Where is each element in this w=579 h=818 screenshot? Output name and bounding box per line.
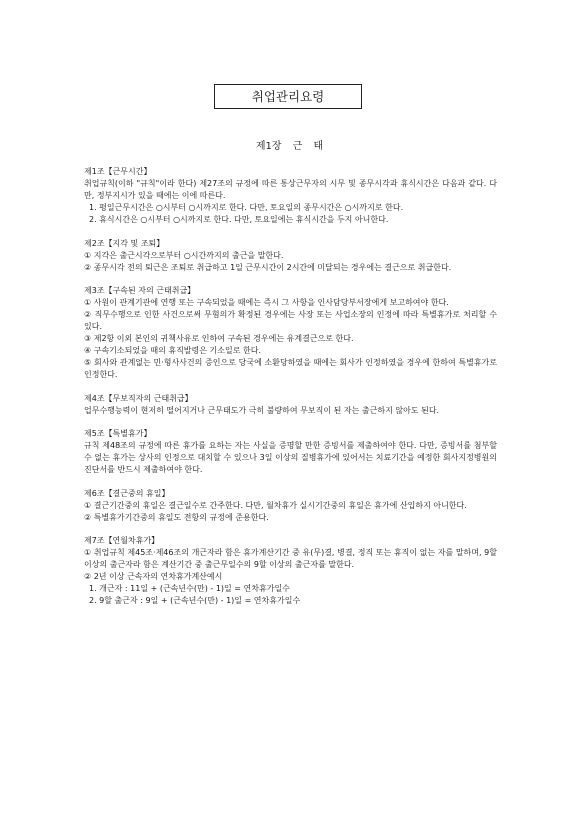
paragraph: ② 특별휴가기간중의 휴일도 전항의 규정에 준용한다.	[84, 512, 269, 522]
article-section	[84, 238, 497, 274]
paragraph: ⑤ 회사와 관계없는 민·형사사건의 증인으로 당국에 소환당하였을 때에는 회사가 인정하였을 경우에 한하여 특별휴가로 인정한다.	[84, 358, 497, 379]
article-section	[84, 393, 497, 417]
article-section	[84, 488, 497, 524]
paragraph: ③ 제2항 이외 본인의 귀책사유로 인하여 구속된 경우에는 유계결근으로 한다.	[84, 334, 354, 343]
paragraph: 규칙 제48조의 규정에 따른 휴가를 요하는 자는 사실을 증명할 만한 증빙서를 제출하여야 한다. 다만, 증빙서를 첨부할 수 없는 휴가는 상사의 인정으로 대치할 수 있으나 3일 이상의 질병휴가에 있어서는 치료기간을 예정한 회사지정병원의 진단서를 반드시 제출하여야 한다.	[84, 441, 497, 474]
article-heading: 제7조【연월차휴가】	[84, 536, 160, 545]
paragraph: ① 지각은 출근시각으로부터 ○시간까지의 출근을 말한다.	[84, 250, 284, 260]
article-heading: 제5조【특별휴가】	[84, 429, 152, 438]
paragraph: 업무수행능력이 현저히 떨어지거나 근무태도가 극히 불량하여 무보직이 된 자는 출근하지 않아도 된다.	[84, 405, 440, 415]
article-section	[84, 535, 497, 607]
article-section	[84, 166, 497, 226]
document-body	[84, 166, 497, 619]
article-heading: 제6조【결근중의 휴일】	[84, 488, 170, 498]
document-title: 취업관리요령	[214, 84, 362, 109]
article-heading: 제1조【근무시간】	[84, 167, 152, 176]
paragraph: 취업규칙(이하 "규칙"이라 한다) 제27조의 규정에 따른 통상근무자의 시무 및 종무시각과 휴식시간은 다음과 같다. 다만, 정부지시가 있을 때에는 이에 따른다.	[84, 179, 497, 200]
article-heading: 제3조【구속된 자의 근태취급】	[84, 286, 196, 295]
paragraph: ① 사원이 관계기관에 연행 또는 구속되었을 때에는 즉시 그 사항을 인사담당부서장에게 보고하여야 한다.	[84, 298, 449, 307]
list-item: 1. 평일근무시간은 ○시부터 ○시까지로 한다. 다만, 토요일의 종무시간은 ○시까지로 한다.	[89, 203, 404, 212]
paragraph: ② 직무수행으로 인한 사건으로써 무혐의가 확정된 경우에는 사장 또는 사업소장의 인정에 따라 특별휴가로 처리할 수 있다.	[84, 310, 497, 331]
paragraph: ① 취업규칙 제45조·제46조의 개근자라 함은 휴가계산기간 중 유(무)결, 병결, 정직 또는 휴직이 없는 자를 말하며, 9할 이상의 출근자라 함은 계산기간 중 출근무일수의 9할 이상의 출근자를 말한다.	[84, 548, 497, 569]
article-section	[84, 285, 497, 381]
list-item: 2. 휴식시간은 ○시부터 ○시까지로 한다. 다만, 토요일에는 휴식시간을 두지 아니한다.	[89, 215, 389, 224]
article-section	[84, 428, 497, 476]
list-item: 1. 개근자 : 11일 + (근속년수(만) - 1)일 = 연차휴가일수	[89, 584, 290, 593]
paragraph: ② 2년 이상 근속자의 연차휴가계산예시	[84, 572, 223, 581]
paragraph: ② 종무시각 전의 퇴근은 조퇴로 취급하고 1일 근무시간이 2시간에 미달되는 경우에는 결근으로 취급한다.	[84, 262, 452, 272]
list-item: 2. 9할 출근자 : 9일 + (근속년수(만) - 1)일 = 연차휴가일수	[89, 596, 301, 605]
paragraph: ① 결근기간중의 휴일은 결근일수로 간주한다. 다만, 월차휴가 실시기간중의 휴일은 휴가에 산입하지 아니한다.	[84, 500, 467, 510]
article-heading: 제4조【무보직자의 근태취급】	[84, 393, 193, 403]
chapter-title: 제1장 근 태	[255, 141, 324, 152]
paragraph: ④ 구속기소되었을 때의 휴직발령은 기소일로 한다.	[84, 346, 261, 355]
article-heading: 제2조【지각 및 조퇴】	[84, 238, 165, 248]
